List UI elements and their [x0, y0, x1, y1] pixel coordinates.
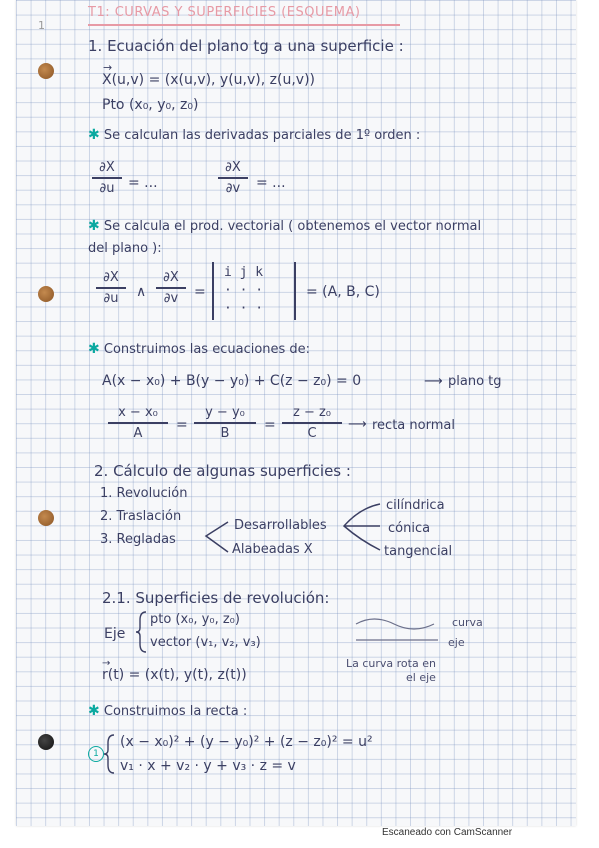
surface-item-1: 1. Revolución	[100, 486, 188, 501]
desarrollables-label: Desarrollables	[234, 518, 327, 533]
star-icon: ✱	[88, 218, 100, 234]
partial-u-rest: = ...	[128, 175, 158, 191]
star-icon: ✱	[88, 341, 100, 357]
binder-hole	[38, 286, 54, 302]
det-row-3: · · ·	[224, 301, 264, 316]
parametric-equation: → X(u,v) = (x(u,v), y(u,v), z(u,v))	[102, 61, 315, 88]
eje-label: Eje	[104, 626, 126, 642]
normal-fraction-x: x − x₀ A	[108, 405, 168, 441]
notebook-page	[16, 0, 576, 826]
system-marker	[88, 746, 104, 762]
branch-icon	[340, 498, 384, 556]
normal-fraction-y: y − y₀ B	[194, 405, 256, 441]
eje-vector: vector (v₁, v₂, v₃)	[150, 635, 261, 650]
det-row-2: · · ·	[224, 283, 264, 298]
section-5-heading: 2. Cálculo de algunas superficies :	[94, 462, 351, 480]
section-3-bullet-cont: del plano ):	[88, 241, 162, 256]
surface-item-2: 2. Traslación	[100, 509, 182, 524]
surface-item-3: 3. Regladas	[100, 532, 176, 547]
sketch-eje-label: eje	[448, 636, 465, 649]
plane-label: plano tg	[448, 374, 502, 389]
section-4-bullet: ✱ Construimos las ecuaciones de:	[88, 341, 311, 357]
normal-arrow-icon: ⟶	[348, 417, 367, 432]
curve-equation: → r(t) = (x(t), y(t), z(t))	[102, 658, 247, 683]
star-icon: ✱	[88, 703, 100, 719]
determinant-right-bar	[294, 262, 296, 320]
title-underline	[88, 24, 400, 26]
bracket-icon	[202, 520, 232, 554]
circled-number: 1	[88, 746, 104, 762]
sketch-caption-2: el eje	[406, 671, 436, 684]
determinant-left-bar	[212, 262, 214, 320]
plane-arrow-icon: ⟶	[424, 374, 443, 389]
section-3-bullet: ✱ Se calcula el prod. vectorial ( obtenemos el vector normal	[88, 218, 482, 234]
partial-u-fraction: ∂X ∂u	[92, 160, 122, 196]
sketch-caption-1: La curva rota en	[346, 657, 436, 670]
section-6-heading: 2.1. Superficies de revolución:	[102, 589, 330, 607]
page-marker: 1	[38, 19, 45, 32]
section-2-bullet: ✱ Se calculan las derivadas parciales de 1º orden :	[88, 127, 421, 143]
partial-v-rest: = ...	[256, 175, 286, 191]
cilindrica-label: cilíndrica	[386, 498, 445, 513]
binder-hole	[38, 734, 54, 750]
normal-fraction-z: z − z₀ C	[282, 405, 342, 441]
partial-v-fraction: ∂X ∂v	[218, 160, 248, 196]
system-equation-1: (x − x₀)² + (y − y₀)² + (z − z₀)² = u²	[120, 734, 373, 750]
system-brace-icon	[104, 733, 116, 775]
eje-point: pto (x₀, y₀, z₀)	[150, 612, 240, 627]
binder-hole	[38, 63, 54, 79]
tangent-plane-equation: A(x − x₀) + B(y − y₀) + C(z − z₀) = 0	[102, 373, 362, 389]
scanner-footer: Escaneado con CamScanner	[382, 827, 513, 838]
page-title: T1: CURVAS Y SUPERFICIES (ESQUEMA)	[88, 5, 361, 20]
eq-sign: =	[176, 417, 188, 433]
normal-vector-result: = (A, B, C)	[306, 284, 380, 300]
system-equation-2: v₁ · x + v₂ · y + v₃ · z = v	[120, 758, 296, 774]
tangencial-label: tangencial	[384, 544, 453, 559]
point-text: Pto (x₀, y₀, z₀)	[102, 97, 199, 113]
cross-dv-fraction: ∂X ∂v	[156, 270, 186, 306]
alabeadas-label: Alabeadas X	[232, 542, 313, 557]
det-row-1: i j k	[224, 265, 264, 280]
binder-hole	[38, 510, 54, 526]
eq-sign: =	[264, 417, 276, 433]
sketch-curva-label: curva	[452, 616, 483, 629]
section-1-heading: 1. Ecuación del plano tg a una superficie :	[88, 37, 404, 55]
section-7-bullet: ✱ Construimos la recta :	[88, 703, 248, 719]
star-icon: ✱	[88, 127, 100, 143]
conica-label: cónica	[388, 521, 431, 536]
det-equals: =	[194, 284, 206, 300]
brace-icon	[136, 610, 148, 654]
cross-du-fraction: ∂X ∂u	[96, 270, 126, 306]
wedge-symbol: ∧	[136, 284, 147, 300]
normal-label: recta normal	[372, 418, 455, 433]
